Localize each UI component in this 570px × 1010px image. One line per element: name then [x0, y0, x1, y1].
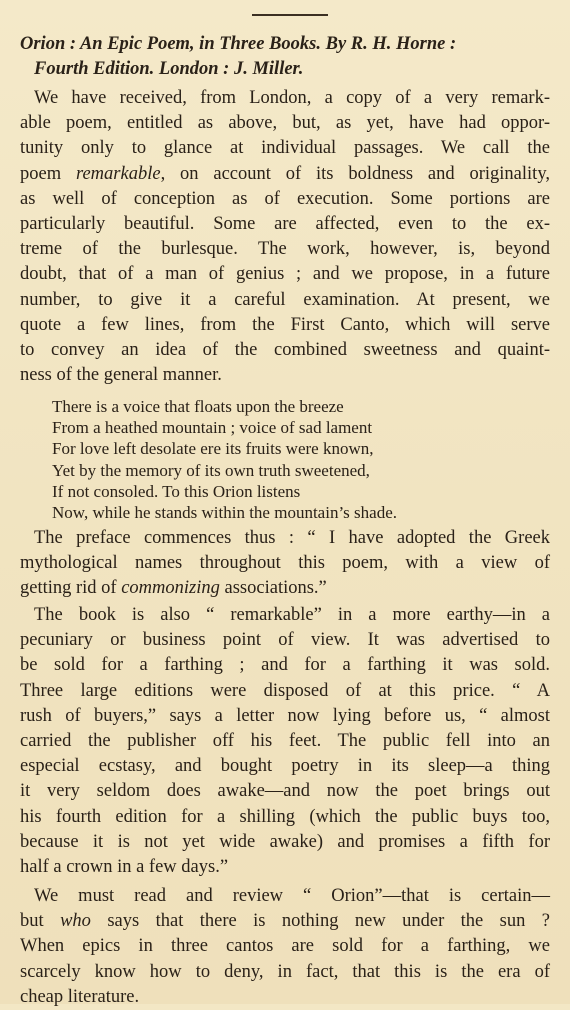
verse-line: From a heathed mountain ; voice of sad lament	[52, 418, 373, 438]
italic-text: commonizing	[121, 578, 220, 599]
review-heading	[20, 32, 550, 82]
closing-line	[20, 909, 550, 934]
intro-line: as well of conception as of execution. Some portions are	[20, 188, 550, 209]
text-segment: says that there is nothing new under the sun ?	[90, 911, 550, 932]
closing-line: When epics in three cantos are sold for a farthing, we	[20, 936, 550, 957]
preface-line: mythological names throughout this poem, with a view of	[20, 553, 550, 574]
intro-line	[20, 162, 550, 187]
closing-line: We must read and review “ Orion”—that is certain—	[34, 886, 550, 906]
preface-line: The preface commences thus : “ I have adopted the Greek	[34, 528, 550, 548]
heading-line-1: Orion : An Epic Poem, in Three Books. By R. H. Horne :	[20, 34, 457, 54]
text-segment: but	[20, 911, 61, 932]
farthing-paragraph	[20, 603, 550, 880]
intro-line: ness of the general manner.	[20, 365, 222, 386]
farthing-line: half a crown in a few days.”	[20, 857, 229, 878]
intro-line: number, to give it a careful examination. At present, we	[20, 289, 550, 310]
closing-line: cheap literature.	[20, 986, 140, 1007]
italic-text: who	[60, 911, 91, 932]
text-segment: getting rid of	[20, 578, 122, 599]
farthing-line: especial ecstasy, and bought poetry in its sleep—a thing	[20, 756, 550, 777]
farthing-line: be sold for a farthing ; and for a farthing it was sold.	[20, 655, 550, 676]
preface-line	[20, 576, 550, 601]
verse-line: Now, while he stands within the mountain’s shade.	[52, 503, 397, 523]
text-segment: , on account of its boldness and originality,	[160, 163, 550, 184]
preface-paragraph	[20, 526, 550, 602]
verse-line: If not consoled. To this Orion listens	[52, 481, 301, 501]
verse-line: Yet by the memory of its own truth sweetened,	[52, 460, 370, 480]
intro-paragraph	[20, 86, 550, 388]
farthing-line: his fourth edition for a shilling (which the public buys too,	[20, 806, 550, 827]
verse-line: For love left desolate ere its fruits were known,	[52, 439, 374, 459]
verse-line: There is a voice that floats upon the breeze	[52, 397, 344, 416]
farthing-line: it very seldom does awake—and now the poet brings out	[20, 781, 550, 802]
heading-line-2: Fourth Edition. London : J. Miller.	[34, 59, 304, 79]
intro-line: We have received, from London, a copy of a very remark-	[34, 88, 550, 108]
intro-line: to convey an idea of the combined sweetness and quaint-	[20, 340, 550, 361]
farthing-line: pecuniary or business point of view. It was advertised to	[20, 630, 550, 651]
intro-line: quote a few lines, from the First Canto, which will serve	[20, 314, 550, 335]
intro-line: particularly beautiful. Some are affected, even to the ex-	[20, 214, 550, 235]
intro-line: tunity only to glance at individual passages. We call the	[20, 138, 550, 159]
italic-text: remarkable	[75, 163, 161, 184]
farthing-line: carried the publisher off his feet. The public fell into an	[20, 731, 550, 752]
farthing-line: The book is also “ remarkable” in a more earthy—in a	[34, 605, 550, 625]
text-segment: associations.”	[219, 578, 327, 599]
intro-line: doubt, that of a man of genius ; and we propose, in a future	[20, 264, 550, 285]
farthing-line: rush of buyers,” says a letter now lying before us, “ almost	[20, 705, 550, 726]
closing-paragraph	[20, 884, 550, 1010]
farthing-line: Three large editions were disposed of at this price. “ A	[20, 680, 550, 701]
intro-line: able poem, entitled as above, but, as yet, have had oppor-	[20, 113, 550, 134]
text-segment: poem	[20, 163, 76, 184]
closing-line: scarcely know how to deny, in fact, that this is the era of	[20, 961, 550, 982]
top-rule	[252, 14, 328, 16]
farthing-line: because it is not yet wide awake) and promises a fifth for	[20, 831, 550, 852]
intro-line: treme of the burlesque. The work, however, is, beyond	[20, 239, 550, 260]
verse-quotation	[52, 396, 532, 523]
